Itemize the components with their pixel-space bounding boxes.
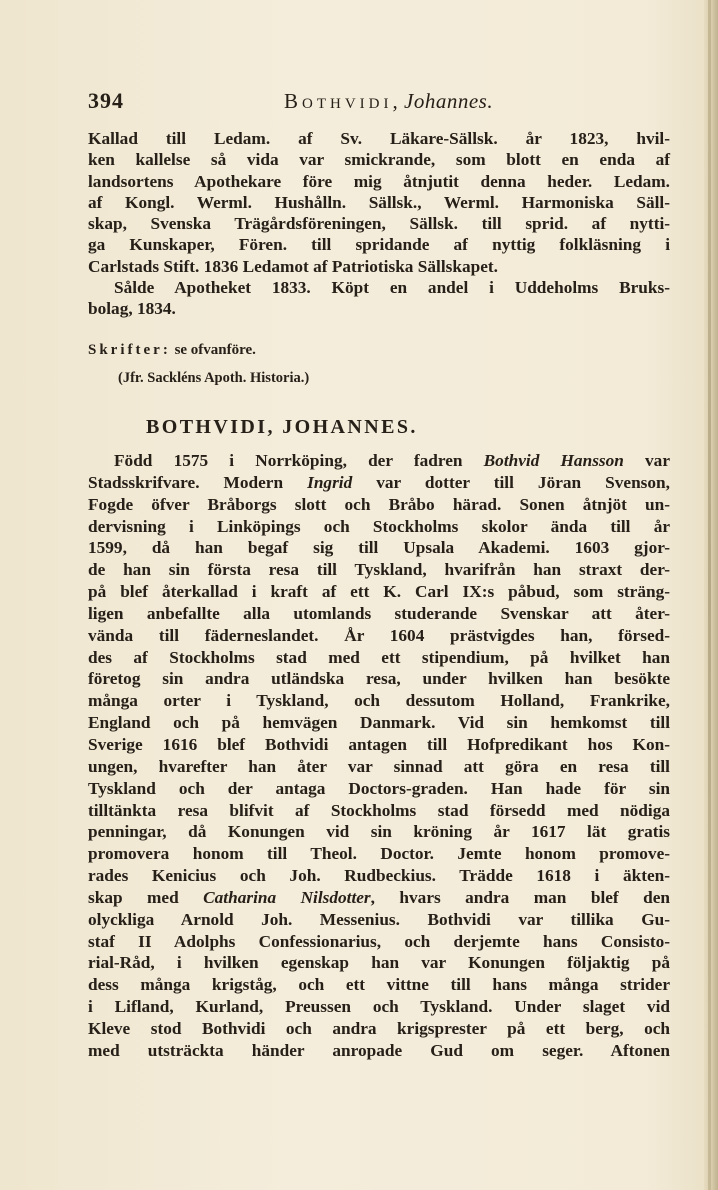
italic-name: Catharina Nilsdotter xyxy=(203,887,371,907)
text-span: var dotter till Jöran Svenson, xyxy=(352,472,670,492)
text-line: de han sin första resa till Tyskland, hvarifrån han straxt der- xyxy=(88,560,670,580)
entry-heading: BOTHVIDI, JOHANNES. xyxy=(146,416,418,438)
page-header xyxy=(88,88,670,118)
text-span: skap med xyxy=(88,887,204,907)
text-span: Född 1575 i Norrköping, der fadren xyxy=(114,451,484,470)
text-line: vända till fäderneslandet. År 1604 prästvigdes han, försed- xyxy=(88,625,670,645)
text-line: Fogde öfver Bråborgs slott och Bråbo härad. Sonen åtnjöt un- xyxy=(88,494,670,514)
text-line: ligen anbefallte alla utomlands studerande Svenskar att åter- xyxy=(88,603,670,623)
text-line: tilltänkta resa blifvit af Stockholms stad försedd med nödiga xyxy=(88,800,670,820)
text-span: , hvars andra man blef den xyxy=(370,887,671,907)
text-line xyxy=(88,450,670,472)
text-line: Sverige 1616 blef Bothvidi antagen till Hofpredikant hos Kon- xyxy=(88,734,670,754)
text-line xyxy=(88,472,670,494)
text-line: rial-Råd, i hvilken egenskap han var Konungen följaktig på xyxy=(88,953,670,973)
text-line: många orter i Tyskland, och dessutom Holland, Frankrike, xyxy=(88,691,670,711)
text-line: Carlstads Stift. 1836 Ledamot af Patriotiska Sällskapet. xyxy=(88,256,498,276)
entry-2-paragraph xyxy=(88,450,670,1062)
text-line: staf II Adolphs Confessionarius, och derjemte hans Consisto- xyxy=(88,931,670,951)
binding-shadow xyxy=(708,0,711,1190)
entry-1-paragraph xyxy=(88,128,670,320)
text-line: olyckliga Arnold Joh. Messenius. Bothvidi var tillika Gu- xyxy=(88,909,670,929)
text-line: företog sin andra utländska resa, under hvilken han besökte xyxy=(88,669,670,689)
text-line: promovera honom till Theol. Doctor. Jemte honom promove- xyxy=(88,844,670,864)
text-line: bolag, 1834. xyxy=(88,299,176,319)
text-line: dervisning i Linköpings och Stockholms skolor ända till år xyxy=(88,516,670,536)
text-line: af Kongl. Werml. Hushålln. Sällsk., Werml. Harmoniska Säll- xyxy=(88,192,670,212)
page-edge xyxy=(704,0,718,1190)
writings-note xyxy=(88,342,256,359)
text-line: 1599, då han begaf sig till Upsala Akademi. 1603 gjor- xyxy=(88,538,670,558)
text-line: ga Kunskaper, Fören. till spridande af nyttig folkläsning i xyxy=(88,235,670,255)
text-line: Tyskland och der antaga Doctors-graden. Han hade för sin xyxy=(88,778,670,798)
text-line: penningar, då Konungen vid sin kröning år 1617 lät gratis xyxy=(88,822,670,842)
text-line: England och på hemvägen Danmark. Vid sin hemkomst till xyxy=(88,713,670,733)
text-line: med utsträckta händer anropade Gud om seger. Aftonen xyxy=(88,1040,670,1060)
running-title-caps: Bothvidi xyxy=(284,89,393,113)
text-line xyxy=(88,887,670,909)
writings-text: se ofvanföre. xyxy=(170,342,256,358)
text-line: Kallad till Ledam. af Sv. Läkare-Sällsk. år 1823, hvil- xyxy=(88,129,670,148)
text-line: ken kallelse så vida var smickrande, som blott en enda af xyxy=(88,150,670,170)
italic-name: Ingrid xyxy=(307,472,353,492)
writings-label: Skrifter: xyxy=(88,342,171,358)
running-title xyxy=(284,89,493,114)
page-number: 394 xyxy=(88,88,124,113)
running-title-italic: Johannes. xyxy=(404,89,494,113)
text-span: Stadsskrifvare. Modern xyxy=(88,472,308,492)
text-line: i Lifland, Kurland, Preussen och Tyskland. Under slaget vid xyxy=(88,997,670,1017)
text-line: landsortens Apothekare före mig åtnjutit denna heder. Ledam. xyxy=(88,171,670,191)
text-line: ungen, hvarefter han åter var sinnad att göra en resa till xyxy=(88,756,670,776)
running-title-separator: , xyxy=(392,89,404,113)
italic-name: Bothvid Hansson xyxy=(483,451,624,470)
text-line: Kleve stod Bothvidi och andra krigsprester på ett berg, och xyxy=(88,1018,670,1038)
reference-note: (Jfr. Sackléns Apoth. Historia.) xyxy=(118,370,310,386)
text-line: rades Kenicius och Joh. Rudbeckius. Trädde 1618 i äkten- xyxy=(88,866,670,886)
text-line: skap, Svenska Trägårdsföreningen, Sällsk. till sprid. af nytti- xyxy=(88,214,670,234)
text-line: dess många krigståg, och ett vittne till hans många strider xyxy=(88,975,670,995)
text-line: på blef återkallad i kraft af ett K. Carl IX:s påbud, som sträng- xyxy=(88,582,670,602)
text-line: Sålde Apotheket 1833. Köpt en andel i Uddeholms Bruks- xyxy=(114,278,670,298)
text-line: des af Stockholms stad med ett stipendium, på hvilket han xyxy=(88,647,670,667)
text-span: var xyxy=(623,451,670,470)
